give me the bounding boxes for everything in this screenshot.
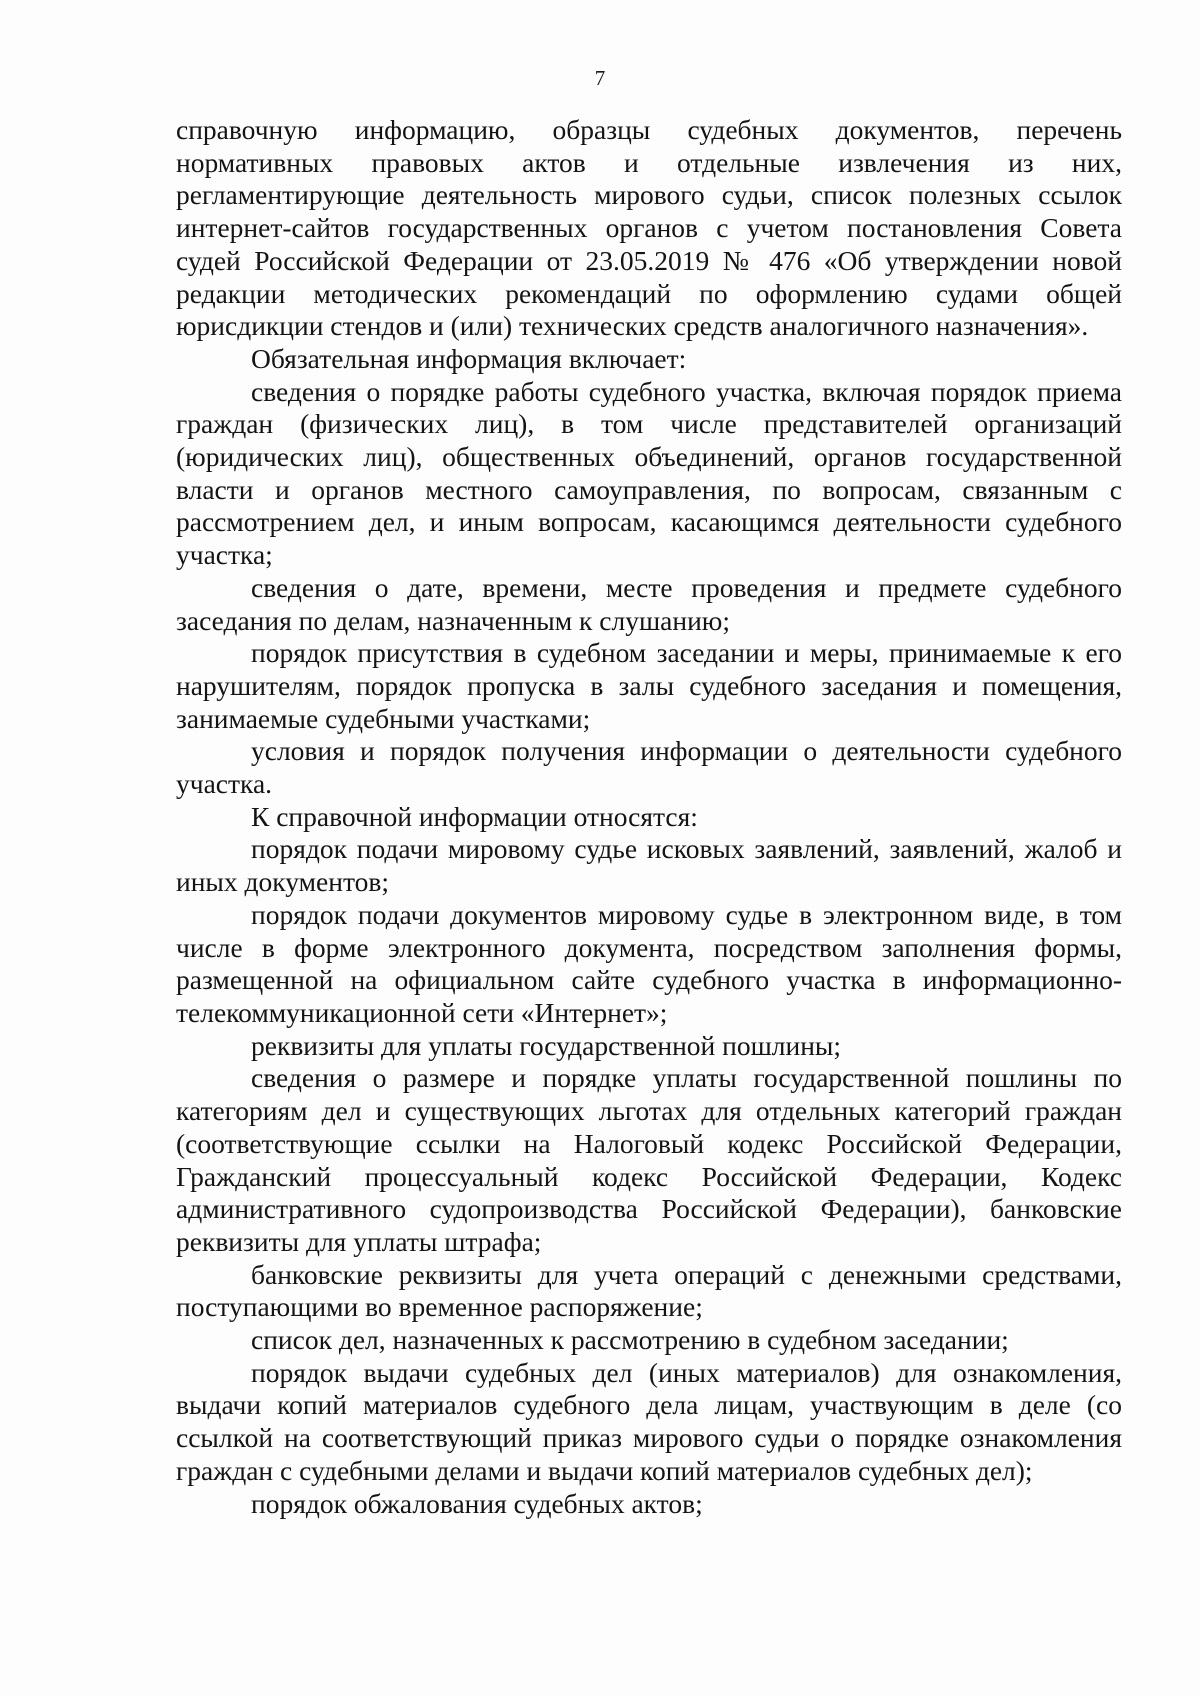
paragraph-hearing-info: сведения о дате, времени, месте проведения и предмете судебного заседания по делам, назначенным к слушанию; [176,571,1122,636]
paragraph-case-access: порядок выдачи судебных дел (иных материалов) для ознакомления, выдачи копий материалов судебного дела лицам, участвующим в деле (со ссылкой на соответствующий приказ мирового судьи о порядке ознакомления граждан с судебными делами и выдачи копий материалов судебных дел); [176,1356,1122,1486]
paragraph-info-conditions: условия и порядок получения информации о деятельности судебного участка. [176,735,1122,800]
document-body [176,114,1122,1520]
paragraph-work-schedule: сведения о порядке работы судебного участка, включая порядок приема граждан (физических лиц), в том числе представителей организаций (юридических лиц), общественных объединений, органов государственной власти и органов местного самоуправления, по вопросам, связанным с рассмотрением дел, и иным вопросам, касающимся деятельности судебного участка; [176,375,1122,571]
page-number: 7 [594,66,606,90]
paragraph-bank-details: банковские реквизиты для учета операций с денежными средствами, поступающими во временное распоряжение; [176,1258,1122,1323]
paragraph-mandatory-heading: Обязательная информация включает: [251,342,687,374]
paragraph-filing-procedure: порядок подачи мировому судье исковых заявлений, заявлений, жалоб и иных документов; [176,833,1122,898]
paragraph-intro-continuation: справочную информацию, образцы судебных документов, перечень нормативных правовых актов и отдельные извлечения из них, регламентирующие деятельность мирового судьи, список полезных ссылок интернет-сайтов государственных органов с учетом постановления Совета судей Российской Федерации от 23.05.2019 № 476 «Об утверждении новой редакции методических рекомендаций по оформлению судами общей юрисдикции стендов и (или) технических средств аналогичного назначения». [176,114,1122,342]
paragraph-case-list: список дел, назначенных к рассмотрению в судебном заседании; [251,1324,1009,1356]
paragraph-fee-amount: сведения о размере и порядке уплаты государственной пошлины по категориям дел и существующих льготах для отдельных категорий граждан (соответствующие ссылки на Налоговый кодекс Российской Федерации, Гражданский процессуальный кодекс Российской Федерации, Кодекс административного судопроизводства Российской Федерации), банковские реквизиты для уплаты штрафа; [176,1062,1122,1257]
paragraph-reference-heading: К справочной информации относятся: [251,800,698,832]
paragraph-electronic-filing: порядок подачи документов мировому судье в электронном виде, в том числе в форме электронного документа, посредством заполнения формы, размещенной на официальном сайте судебного участка в информационно-телекоммуникационной сети «Интернет»; [176,898,1122,1028]
paragraph-attendance-order: порядок присутствия в судебном заседании и меры, принимаемые к его нарушителям, порядок пропуска в залы судебного заседания и помещения, занимаемые судебными участками; [176,637,1122,734]
paragraph-appeal-procedure: порядок обжалования судебных актов; [251,1487,703,1519]
paragraph-fee-details: реквизиты для уплаты государственной пошлины; [251,1029,842,1061]
